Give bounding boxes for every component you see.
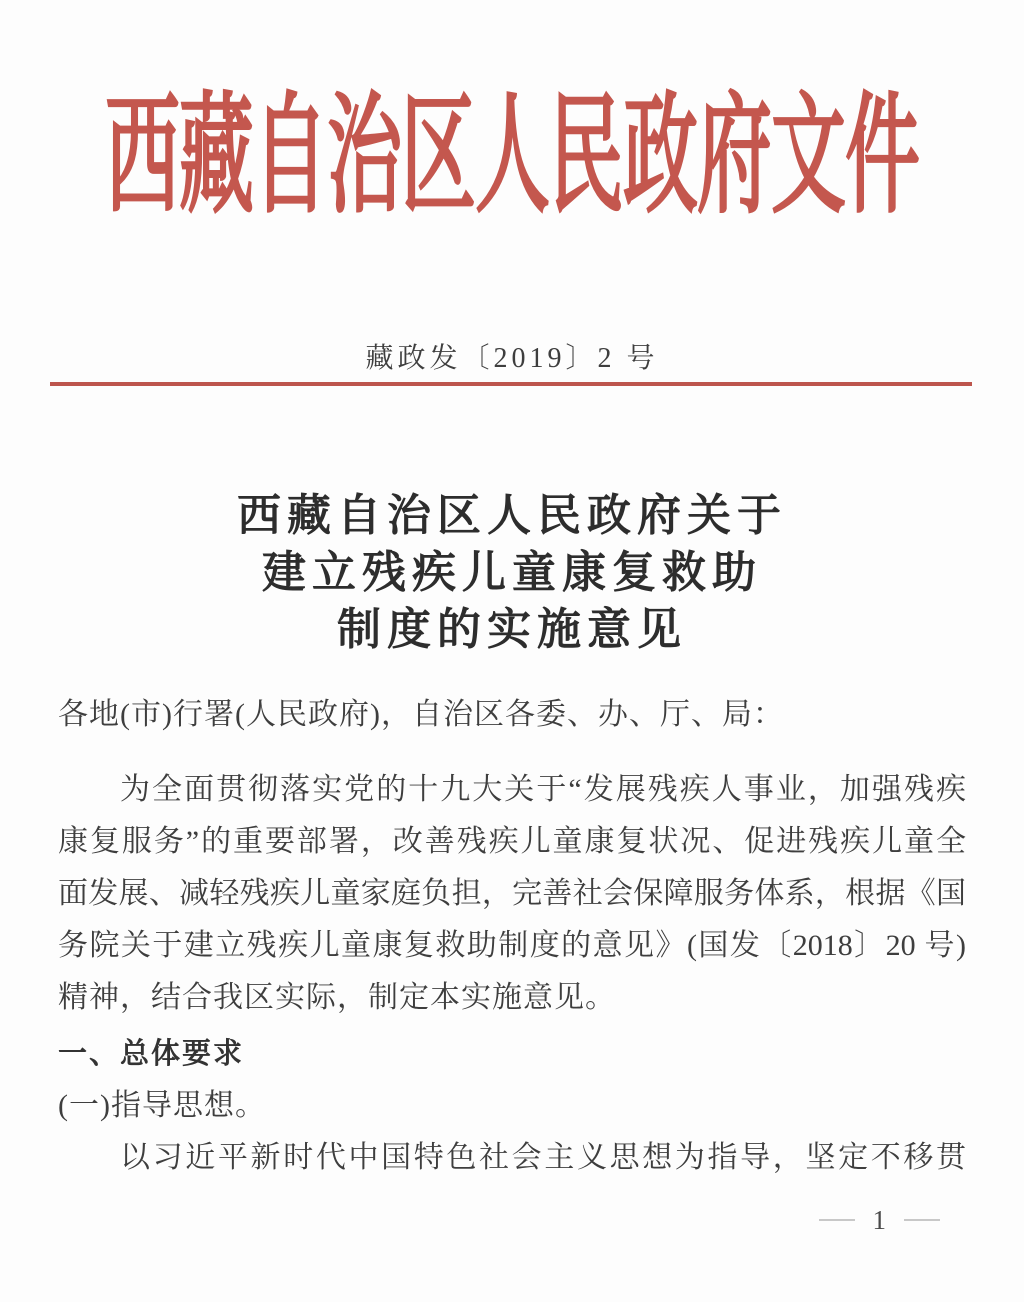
sub-heading-guiding-ideology: (一)指导思想。 xyxy=(58,1089,266,1122)
paragraph-1-line-4: 务院关于建立残疾儿童康复救助制度的意见》(国发〔2018〕20 号) xyxy=(58,929,966,962)
page-number: 1 xyxy=(872,1205,886,1235)
document-body xyxy=(58,694,966,1184)
paragraph-1-line-3: 面发展、减轻残疾儿童家庭负担，完善社会保障服务体系，根据《国 xyxy=(58,877,966,910)
red-divider-line xyxy=(50,382,972,386)
paragraph-1-line-5: 精神，结合我区实际，制定本实施意见。 xyxy=(58,981,616,1014)
page-dash-left xyxy=(819,1219,855,1221)
document-title-line-2: 建立残疾儿童康复救助 xyxy=(262,548,762,597)
document-title xyxy=(0,487,1024,658)
paragraph-1 xyxy=(58,764,966,1024)
page-footer xyxy=(819,1204,941,1236)
document-title-line-3: 制度的实施意见 xyxy=(337,605,687,654)
paragraph-1-line-2: 康复服务”的重要部署，改善残疾儿童康复状况、促进残疾儿童全 xyxy=(58,825,966,858)
doc-reference-number: 藏政发〔2019〕2 号 xyxy=(365,343,659,374)
document-title-line-1: 西藏自治区人民政府关于 xyxy=(237,491,787,540)
page-dash-right xyxy=(904,1219,940,1221)
paragraph-2-line-1: 以习近平新时代中国特色社会主义思想为指导，坚定不移贯 xyxy=(120,1141,966,1174)
section-heading-overall-requirements: 一、总体要求 xyxy=(58,1038,245,1070)
salutation-line: 各地(市)行署(人民政府)，自治区各委、办、厅、局： xyxy=(58,698,784,731)
paragraph-1-line-1: 为全面贯彻落实党的十九大关于“发展残疾人事业，加强残疾 xyxy=(120,773,966,806)
letterhead-title: 西藏自治区人民政府文件 xyxy=(104,85,919,231)
